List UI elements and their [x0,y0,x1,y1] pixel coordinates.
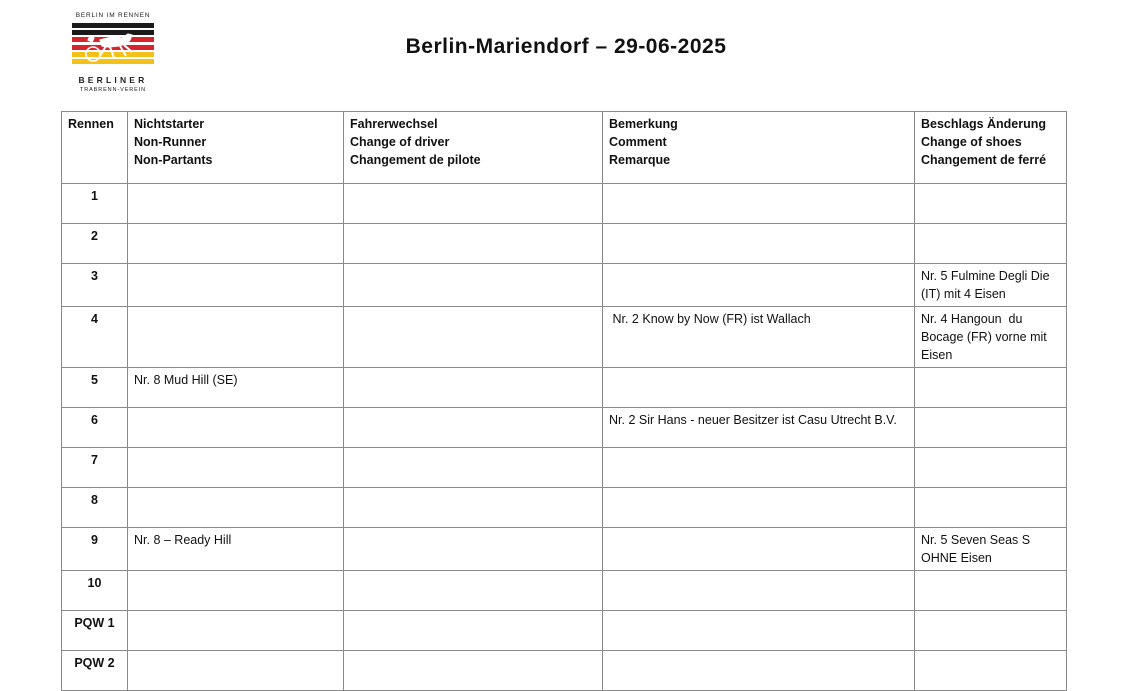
header-driver-change [344,112,603,184]
race-number-cell [62,571,128,611]
non-runner-cell [128,184,344,224]
header-line: Comment [609,135,667,149]
table-row [62,528,1067,571]
race-number-cell-text: 1 [91,189,98,203]
table-row [62,184,1067,224]
header-line: Remarque [609,153,671,167]
comment-cell [603,448,915,488]
header-line: Non-Partants [134,153,213,167]
comment-cell [603,307,915,368]
non-runner-cell [128,571,344,611]
table-row [62,611,1067,651]
race-number-cell-text: 8 [91,493,98,507]
table-row [62,224,1067,264]
shoe-change-cell [915,264,1067,307]
race-number-cell-text: 3 [91,269,98,283]
driver-change-cell [344,448,603,488]
comment-cell [603,408,915,448]
table-row [62,571,1067,611]
header-line: Fahrerwechsel [350,117,438,131]
race-changes-table [61,111,1067,691]
table-row [62,448,1067,488]
comment-cell-text: Nr. 2 Know by Now (FR) ist Wallach [609,312,811,326]
comment-cell [603,184,915,224]
shoe-change-cell-text: Nr. 5 Seven Seas S OHNE Eisen [921,533,1034,565]
shoe-change-cell [915,408,1067,448]
driver-change-cell [344,571,603,611]
shoe-change-cell [915,651,1067,691]
non-runner-cell [128,448,344,488]
page-title: Berlin-Mariendorf – 29-06-2025 [405,35,727,58]
race-number-cell-text: 10 [87,576,102,590]
race-number-cell-text: PQW 1 [74,616,115,630]
race-number-cell-text: 6 [91,413,98,427]
race-number-cell-text: 9 [91,533,98,547]
driver-change-cell [344,488,603,528]
race-number-cell [62,264,128,307]
driver-change-cell [344,184,603,224]
comment-cell [603,368,915,408]
race-number-cell [62,488,128,528]
comment-cell [603,224,915,264]
race-number-cell [62,307,128,368]
non-runner-cell-text: Nr. 8 Mud Hill (SE) [134,373,238,387]
non-runner-cell-text: Nr. 8 – Ready Hill [134,533,232,547]
table-row [62,488,1067,528]
non-runner-cell [128,611,344,651]
non-runner-cell [128,651,344,691]
logo-name: BERLINER [78,75,148,85]
table-row [62,651,1067,691]
non-runner-cell [128,528,344,571]
race-number-cell-text: 2 [91,229,98,243]
shoe-change-cell [915,224,1067,264]
race-number-cell-text: 4 [91,312,98,326]
shoe-change-cell [915,307,1067,368]
driver-change-cell [344,528,603,571]
shoe-change-cell-text: Nr. 4 Hangoun du Bocage (FR) vorne mit Eisen [921,312,1051,362]
header-non-runner [128,112,344,184]
table-header-row [62,112,1067,184]
race-number-cell-text: 5 [91,373,98,387]
shoe-change-cell-text: Nr. 5 Fulmine Degli Die (IT) mit 4 Eisen [921,269,1053,301]
shoe-change-cell [915,571,1067,611]
race-number-cell [62,368,128,408]
logo-top-text: BERLIN IM RENNEN [75,12,151,19]
driver-change-cell [344,368,603,408]
race-number-cell [62,651,128,691]
header-line: Change of shoes [921,135,1022,149]
shoe-change-cell [915,528,1067,571]
race-number-cell [62,528,128,571]
comment-cell [603,264,915,307]
non-runner-cell [128,408,344,448]
table-row [62,264,1067,307]
comment-cell [603,651,915,691]
driver-change-cell [344,224,603,264]
shoe-change-cell [915,368,1067,408]
table-row [62,408,1067,448]
race-number-cell-text: 7 [91,453,98,467]
non-runner-cell [128,307,344,368]
driver-change-cell [344,611,603,651]
logo-subtitle: TRABRENN-VEREIN [79,87,147,93]
race-number-cell [62,408,128,448]
driver-change-cell [344,264,603,307]
table-row [62,307,1067,368]
comment-cell [603,488,915,528]
driver-change-cell [344,651,603,691]
comment-cell-text: Nr. 2 Sir Hans - neuer Besitzer ist Casu Utrecht B.V. [609,413,897,427]
shoe-change-cell [915,488,1067,528]
comment-cell [603,571,915,611]
non-runner-cell [128,488,344,528]
header-comment [603,112,915,184]
driver-change-cell [344,408,603,448]
race-number-cell [62,611,128,651]
race-number-cell [62,224,128,264]
header-line: Nichtstarter [134,117,205,131]
driver-change-cell [344,307,603,368]
header-line: Changement de pilote [350,153,481,167]
header-line: Change of driver [350,135,450,149]
header-line: Changement de ferré [921,153,1047,167]
comment-cell [603,611,915,651]
comment-cell [603,528,915,571]
header-line: Beschlags Änderung [921,117,1047,131]
shoe-change-cell [915,448,1067,488]
table-row [62,368,1067,408]
non-runner-cell [128,224,344,264]
shoe-change-cell [915,611,1067,651]
header-line: Bemerkung [609,117,678,131]
header-line: Rennen [68,117,114,131]
race-number-cell [62,184,128,224]
race-number-cell-text: PQW 2 [74,656,115,670]
shoe-change-cell [915,184,1067,224]
non-runner-cell [128,264,344,307]
non-runner-cell [128,368,344,408]
header-rennen [62,112,128,184]
header-shoe-change [915,112,1067,184]
header-line: Non-Runner [134,135,207,149]
race-number-cell [62,448,128,488]
